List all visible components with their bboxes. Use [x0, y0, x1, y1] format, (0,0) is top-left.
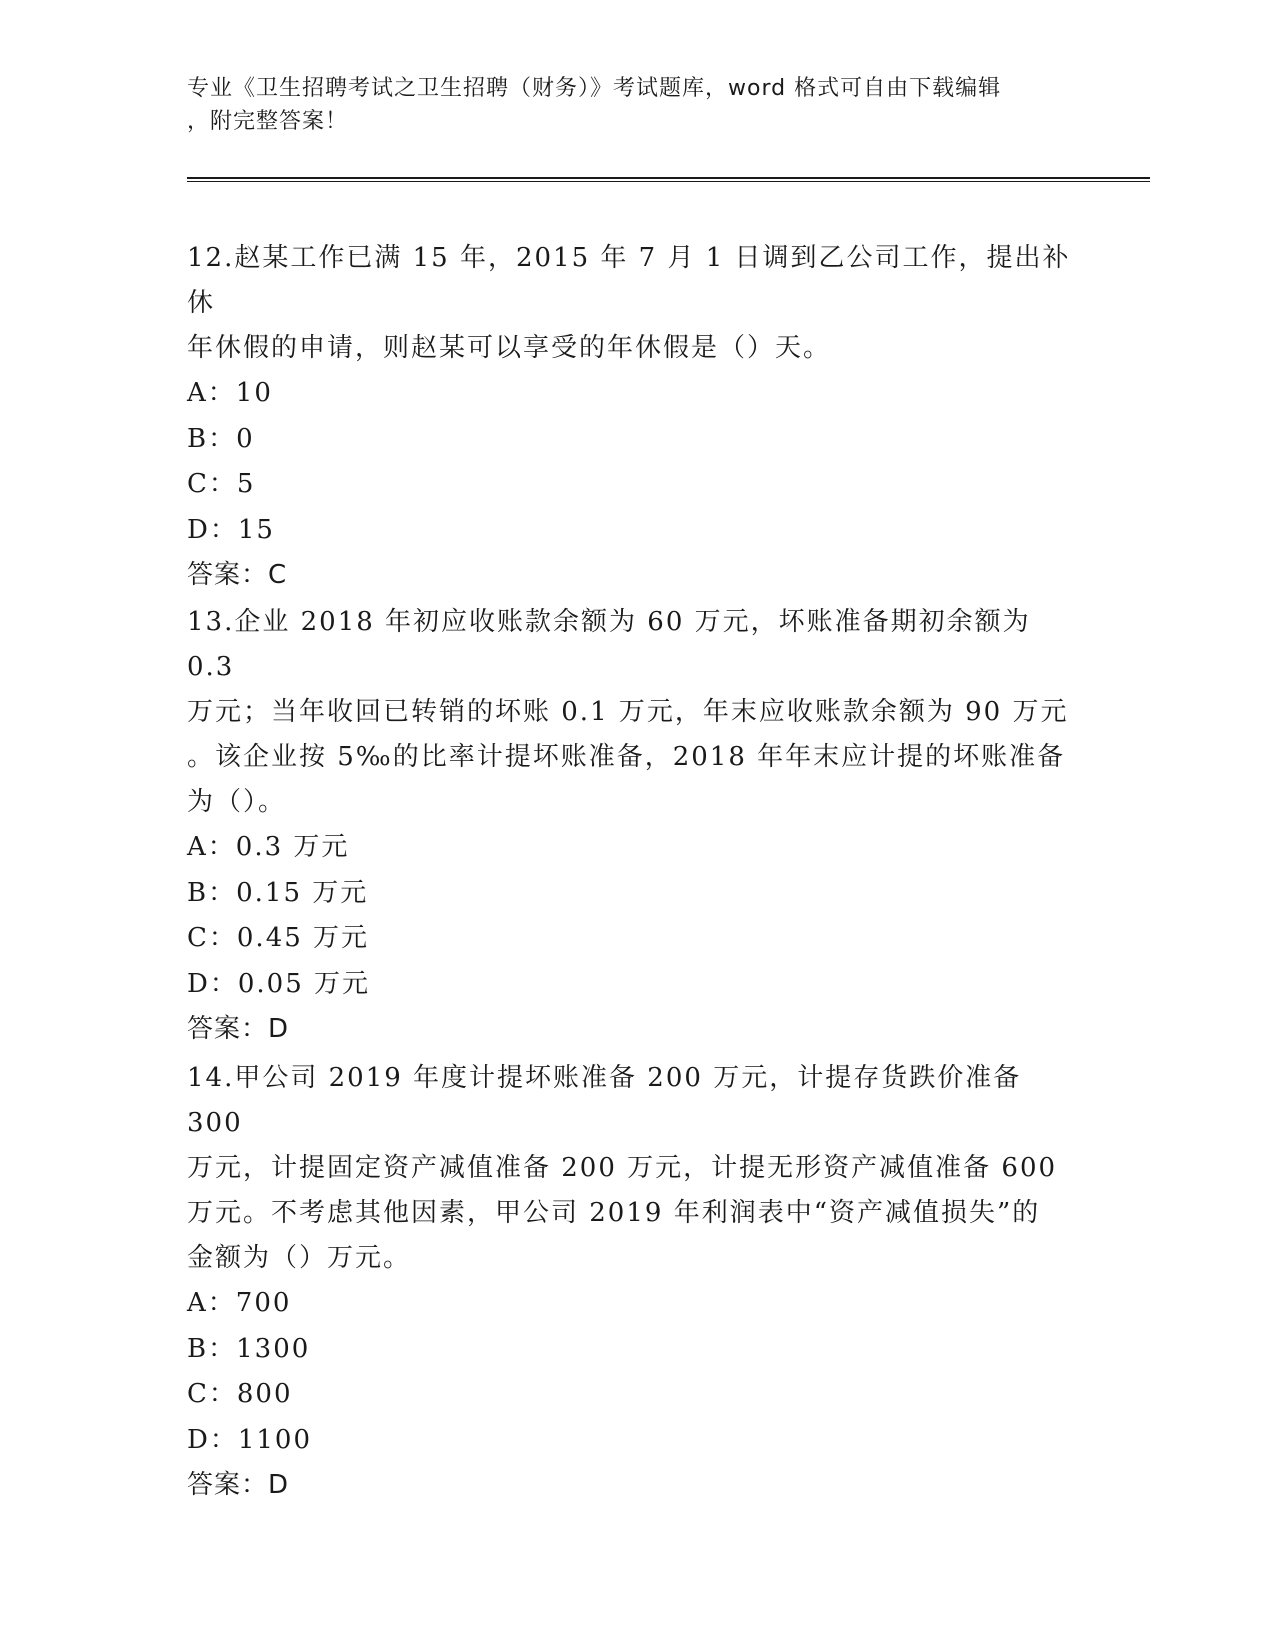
stem-line: 为（）。 [187, 787, 287, 817]
question-14 [187, 1056, 1087, 1508]
option-list [187, 371, 1087, 553]
answer-line: 答案：D [187, 1014, 290, 1044]
option-c: C：0.45 万元 [187, 923, 370, 953]
stem-line: 12.赵某工作已满 15 年，2015 年 7 月 1 日调到乙公司工作，提出补休 [187, 243, 1071, 318]
answer-line: 答案：D [187, 1470, 290, 1500]
option-d: D：15 [187, 514, 275, 545]
option-list [187, 825, 1087, 1007]
option-b: B：0 [187, 423, 255, 454]
header-line-2: ，附完整答案！ [187, 109, 349, 134]
question-12 [187, 236, 1087, 598]
header-divider [187, 177, 1150, 182]
option-list [187, 1281, 1087, 1463]
question-stem [187, 1056, 1087, 1281]
option-c: C：5 [187, 469, 256, 499]
stem-line: 。该企业按 5‰的比率计提坏账准备，2018 年年末应计提的坏账准备 [187, 742, 1066, 772]
option-b: B：0.15 万元 [187, 877, 369, 908]
option-a: A：0.3 万元 [187, 832, 350, 862]
stem-line: 万元。不考虑其他因素，甲公司 2019 年利润表中“资产减值损失”的 [187, 1198, 1041, 1228]
stem-line: 14.甲公司 2019 年度计提坏账准备 200 万元，计提存货跌价准备 300 [187, 1063, 1022, 1138]
answer-line: 答案：C [187, 560, 288, 590]
option-c: C：800 [187, 1379, 293, 1409]
option-b: B：1300 [187, 1333, 311, 1364]
option-d: D：1100 [187, 1424, 313, 1455]
question-stem [187, 236, 1087, 371]
question-13 [187, 600, 1087, 1052]
stem-line: 万元，计提固定资产减值准备 200 万元，计提无形资产减值准备 600 [187, 1153, 1058, 1183]
stem-line: 金额为（）万元。 [187, 1243, 412, 1273]
option-a: A：700 [187, 1288, 292, 1318]
option-d: D：0.05 万元 [187, 968, 371, 999]
option-a: A：10 [187, 378, 273, 408]
stem-line: 13.企业 2018 年初应收账款余额为 60 万元，坏账准备期初余额为 0.3 [187, 607, 1031, 682]
stem-line: 年休假的申请，则赵某可以享受的年休假是（）天。 [187, 333, 832, 363]
document-header [187, 72, 1067, 138]
question-stem [187, 600, 1087, 825]
stem-line: 万元；当年收回已转销的坏账 0.1 万元，年末应收账款余额为 90 万元 [187, 697, 1069, 727]
header-line-1: 专业《卫生招聘考试之卫生招聘（财务）》考试题库，word 格式可自由下载编辑 [187, 76, 1002, 101]
